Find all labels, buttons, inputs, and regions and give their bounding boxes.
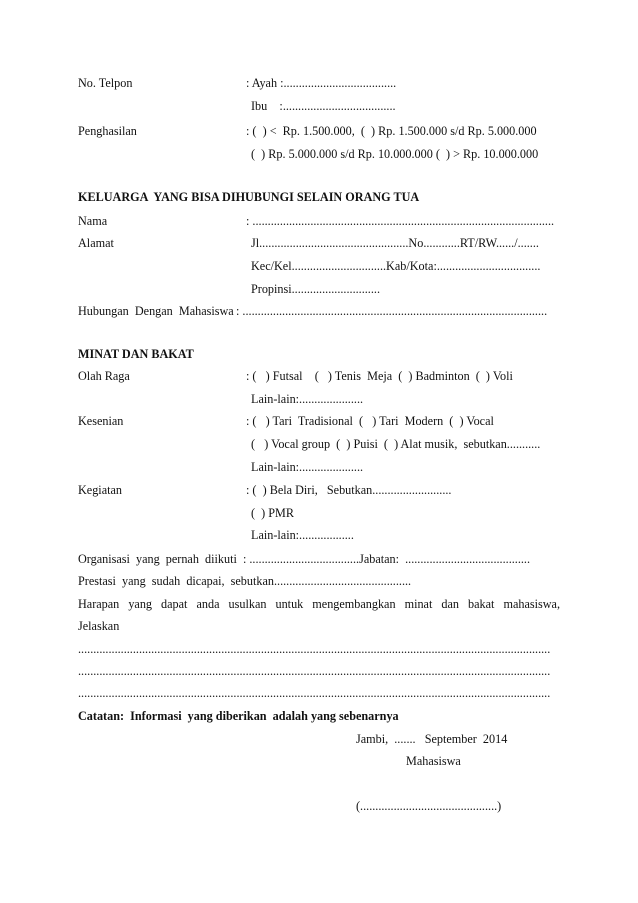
sport-other-field: Lain-lain:..................... — [251, 392, 364, 406]
signer-role: Mahasiswa — [406, 754, 461, 768]
address-label: Alamat — [78, 236, 114, 250]
family-section-heading: KELUARGA YANG BISA DIHUBUNGI SELAIN ORANG TUA — [78, 190, 420, 204]
activity-other-field: Lain-lain:.................. — [251, 528, 354, 542]
sport-options: : ( ) Futsal ( ) Tenis Meja ( ) Badminton ( ) Voli — [246, 369, 513, 383]
phone-label: No. Telpon — [78, 76, 133, 90]
art-label: Kesenian — [78, 414, 124, 428]
organization-field: Organisasi yang pernah diikuti : ....................................Jabatan: ......................................... — [78, 552, 531, 566]
income-options-2: ( ) Rp. 5.000.000 s/d Rp. 10.000.000 ( ) > Rp. 10.000.000 — [251, 147, 539, 161]
art-options-2: ( ) Vocal group ( ) Puisi ( ) Alat musik, sebutkan........... — [251, 437, 541, 451]
relation-field: : .................................................................................................... — [236, 304, 548, 318]
contact-name-label: Nama — [78, 214, 108, 228]
answer-line-3: ........................................................................................................................................................... — [78, 686, 551, 700]
income-options-1: : ( ) < Rp. 1.500.000, ( ) Rp. 1.500.000 s/d Rp. 5.000.000 — [246, 124, 537, 138]
activity-options-1: : ( ) Bela Diri, Sebutkan.......................... — [246, 483, 452, 497]
activity-options-2: ( ) PMR — [251, 506, 295, 520]
art-other-field: Lain-lain:..................... — [251, 460, 364, 474]
declaration-note: Catatan: Informasi yang diberikan adalah yang sebenarnya — [78, 709, 399, 723]
activity-label: Kegiatan — [78, 483, 122, 497]
art-options-1: : ( ) Tari Tradisional ( ) Tari Modern ( ) Vocal — [246, 414, 494, 428]
address-district-field: Kec/Kel...............................Kab/Kota:.................................. — [251, 259, 541, 273]
hope-question: Harapan yang dapat anda usulkan untuk mengembangkan minat dan bakat mahasiswa, — [78, 597, 560, 611]
address-province-field: Propinsi............................. — [251, 282, 380, 296]
income-label: Penghasilan — [78, 124, 137, 138]
mother-phone-field: Ibu :..................................... — [251, 99, 396, 113]
father-phone-field: : Ayah :..................................... — [246, 76, 397, 90]
address-street-field: Jl.................................................No............RT/RW....../....... — [251, 236, 539, 250]
achievement-field: Prestasi yang sudah dicapai, sebutkan............................................. — [78, 574, 412, 588]
answer-line-2: ........................................................................................................................................................... — [78, 664, 551, 678]
hope-question-continued: Jelaskan — [78, 619, 120, 633]
signature-line: (.............................................) — [356, 799, 502, 813]
sport-label: Olah Raga — [78, 369, 130, 383]
contact-name-field: : ................................................................................................... — [246, 214, 555, 228]
answer-line-1: ........................................................................................................................................................... — [78, 642, 551, 656]
interests-section-heading: MINAT DAN BAKAT — [78, 347, 194, 361]
relation-label: Hubungan Dengan Mahasiswa — [78, 304, 234, 318]
place-date: Jambi, ....... September 2014 — [356, 732, 508, 746]
